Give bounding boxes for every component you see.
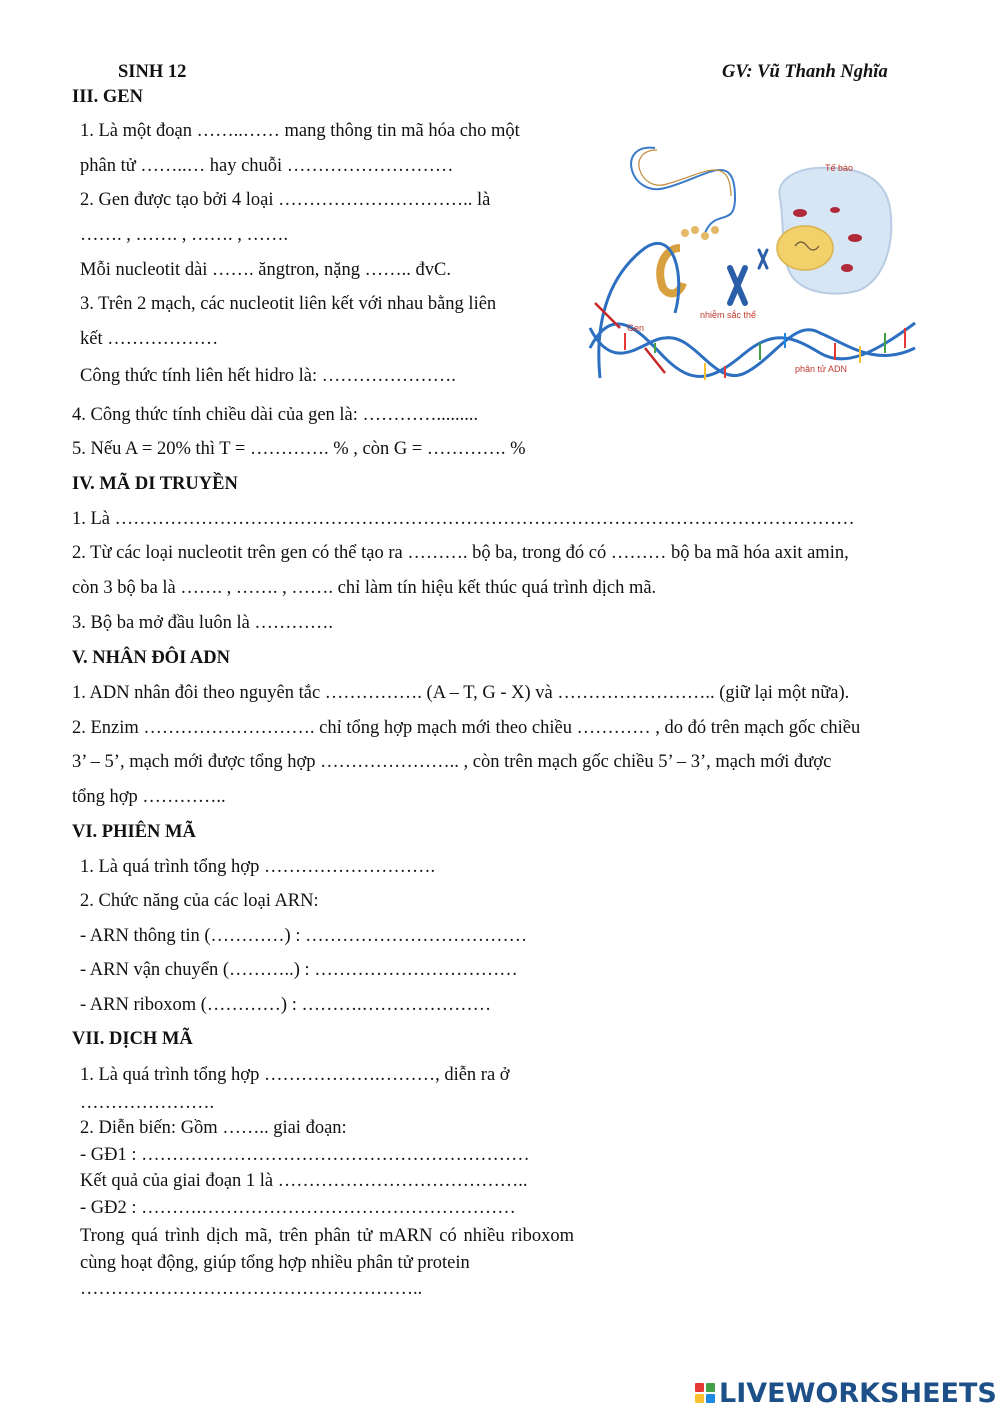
translation-line-6: - GĐ2 : ……….…………………………………………… [80,1198,516,1218]
label-gene: Gen [627,323,645,333]
translation-line-3: 2. Diễn biến: Gồm …….. giai đoạn: [80,1118,347,1138]
gen-line-1: 1. Là một đoạn ……..…… mang thông tin mã hóa cho một [80,121,520,141]
transcription-line-3: - ARN thông tin (…………) : ……………………………… [80,926,528,946]
gen-line-3: 2. Gen được tạo bởi 4 loại ………………………….. là [80,190,491,210]
chromosome-shape [730,250,767,303]
gen-line-8: Công thức tính liên hết hidro là: …………………. [80,366,456,386]
section-gen-title: III. GEN [72,87,143,107]
gen-line-5: Mỗi nucleotit dài ……. ăngtron, nặng …….. đvC. [80,260,451,280]
teacher-header: GV: Vũ Thanh Nghĩa [722,62,888,82]
transcription-line-2: 2. Chức năng của các loại ARN: [80,891,319,911]
transcription-line-5: - ARN riboxom (…………) : ……….………………… [80,995,492,1015]
gen-line-6: 3. Trên 2 mạch, các nucleotit liên kết với nhau bằng liên [80,294,497,314]
code-line-4: 3. Bộ ba mở đầu luôn là …………. [72,613,334,633]
replication-line-3: 3’ – 5’, mạch mới được tổng hợp ………………….. , còn trên mạch gốc chiều 5’ – 3’, mạch mới được [72,752,832,772]
translation-line-7: ……………………………………………….. [80,1279,423,1299]
code-line-2: 2. Từ các loại nucleotit trên gen có thể tạo ra ………. bộ ba, trong đó có ……… bộ ba mã hóa axit amin, [72,543,849,563]
transcription-line-1: 1. Là quá trình tổng hợp ………………………. [80,857,436,877]
logo-cubes-icon [695,1383,715,1403]
code-line-1: 1. Là ………………………………………………………………………………………………………… [72,509,855,529]
cell-shape [777,168,891,294]
code-line-3: còn 3 bộ ba là ……. , ……. , ……. chỉ làm tín hiệu kết thúc quá trình dịch mã. [72,578,657,598]
gen-line-10: 5. Nếu A = 20% thì T = …………. % , còn G = …………. % [72,439,526,459]
section-replication-title: V. NHÂN ĐÔI ADN [72,648,230,668]
gen-line-7: kết ……………… [80,329,219,349]
section-genetic-code-title: IV. MÃ DI TRUYỀN [72,474,238,494]
replication-line-2: 2. Enzim ………………………. chỉ tổng hợp mạch mới theo chiều ………… , do đó trên mạch gốc chiều [72,718,861,738]
gen-line-4: ……. , ……. , ……. , ……. [80,225,289,245]
liveworksheets-logo [695,1378,997,1408]
translation-paragraph: Trong quá trình dịch mã, trên phân tử mARN có nhiều riboxom cùng hoạt động, giúp tổng hợp nhiều phân tử protein [80,1226,574,1273]
gen-line-2: phân tử ……..… hay chuỗi ……………………… [80,156,454,176]
translation-line-2: …………………. [80,1093,215,1113]
section-translation-title: VII. DỊCH MÃ [72,1029,193,1049]
gen-line-9: 4. Công thức tính chiều dài của gen là: …………......... [72,405,479,425]
replication-line-4: tổng hợp ………….. [72,787,226,807]
replication-line-1: 1. ADN nhân đôi theo nguyên tắc ……………. (A – T, G - X) và …………………….. (giữ lại một nữa). [72,683,850,703]
section-transcription-title: VI. PHIÊN MÃ [72,822,196,842]
translation-line-1: 1. Là quá trình tổng hợp ……………….………, diễn ra ở [80,1065,510,1085]
dna-cell-illustration [585,138,920,393]
nucleus-shape [777,226,833,270]
label-cell: Tế bào [825,163,854,173]
translation-line-5: Kết quả của giai đoạn 1 là ………………………………….. [80,1171,528,1191]
subject-header: SINH 12 [118,62,187,82]
logo-text: LIVEWORKSHEETS [719,1377,997,1409]
transcription-line-4: - ARN vận chuyển (………..) : …………………………… [80,960,518,980]
label-chromosome: nhiễm sắc thể [700,310,757,320]
label-dna: phân tử ADN [795,364,848,374]
translation-line-4: - GĐ1 : ……………………………………………………… [80,1145,530,1165]
